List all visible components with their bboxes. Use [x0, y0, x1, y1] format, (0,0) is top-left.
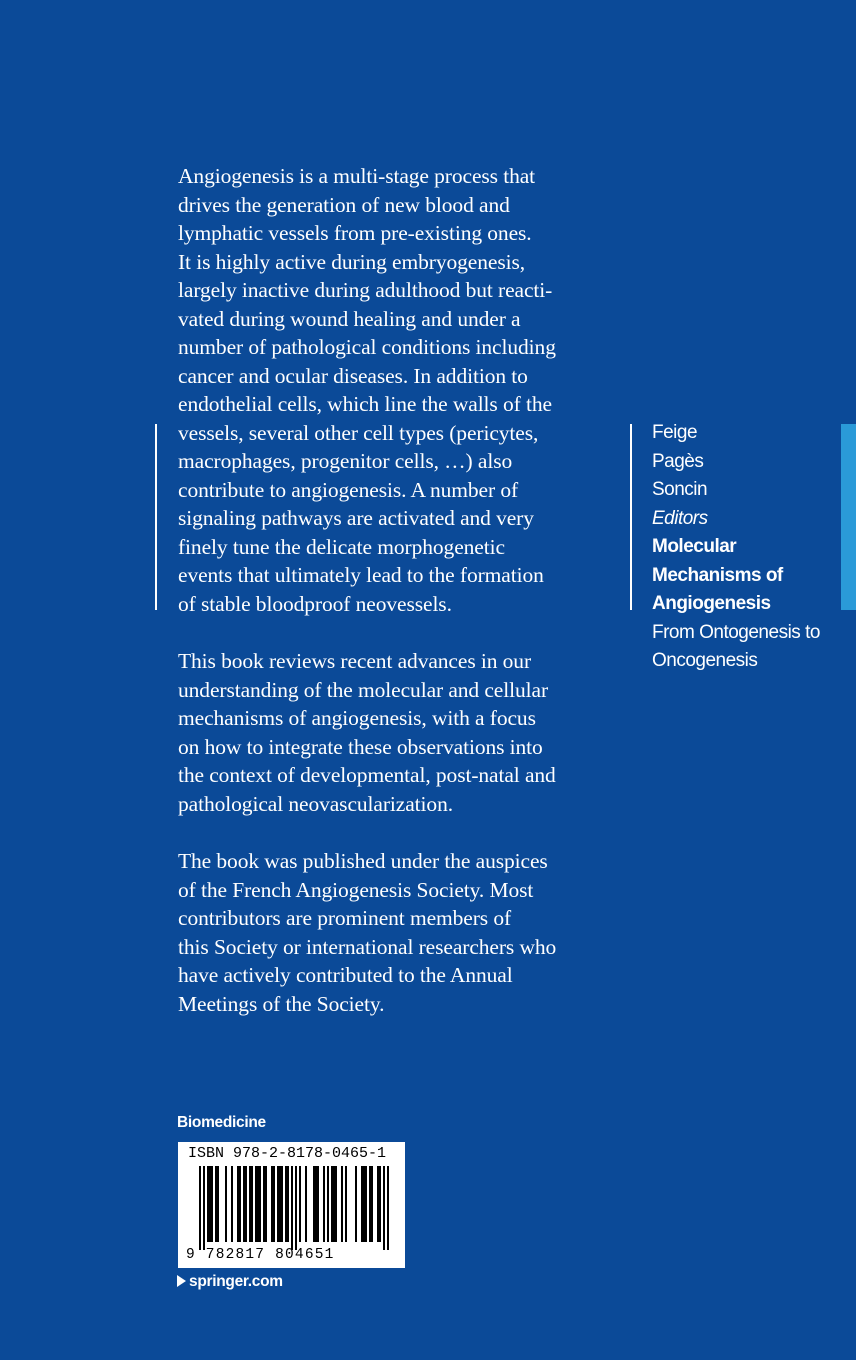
barcode-bar: [323, 1166, 325, 1242]
left-vertical-rule: [155, 424, 157, 610]
publisher-link[interactable]: [177, 1273, 283, 1291]
barcode-bar: [243, 1166, 245, 1242]
barcode-bar: [255, 1166, 257, 1242]
barcode-bar: [361, 1166, 363, 1242]
barcode-bar: [273, 1166, 275, 1242]
isbn-barcode: [178, 1142, 405, 1268]
barcode-bar: [225, 1166, 227, 1242]
barcode-bar: [285, 1166, 287, 1242]
barcode-bar: [327, 1166, 329, 1242]
book-subtitle-line: From Ontogenesis to: [652, 621, 820, 643]
barcode-bar: [257, 1166, 259, 1242]
barcode-bar: [317, 1166, 319, 1242]
barcode-bar: [387, 1166, 389, 1250]
barcode-bar: [371, 1166, 373, 1242]
barcode-bar: [335, 1166, 337, 1242]
barcode-bar: [363, 1166, 365, 1242]
barcode-bar: [251, 1166, 253, 1242]
barcode-bar: [215, 1166, 217, 1242]
book-title-line: Angiogenesis: [652, 593, 771, 614]
barcode-bar: [291, 1166, 293, 1250]
barcode-bar: [355, 1166, 357, 1242]
barcode-digits: 9 782817 804651: [186, 1247, 335, 1263]
barcode-bar: [259, 1166, 261, 1242]
barcode-bar: [377, 1166, 379, 1242]
barcode-bar: [279, 1166, 281, 1242]
barcode-bar: [341, 1166, 343, 1242]
barcode-bar: [203, 1166, 205, 1250]
editor-name: Pagès: [652, 450, 704, 472]
publisher-url: springer.com: [189, 1273, 283, 1290]
barcode-bar: [369, 1166, 371, 1242]
barcode-bar: [345, 1166, 347, 1242]
barcode-bar: [209, 1166, 211, 1242]
barcode-bar: [239, 1166, 241, 1242]
barcode-bar: [277, 1166, 279, 1242]
back-cover-blurb: [178, 162, 618, 1047]
barcode-bar: [383, 1166, 385, 1250]
blurb-paragraph-3: The book was published under the auspices of the French Angiogenesis Society. Most contributors are prominent members of this Society or international researchers who have actively contributed to the Annual Meetings of the Society.: [178, 849, 557, 1016]
book-info-block: [652, 419, 852, 676]
barcode-bar: [249, 1166, 251, 1242]
barcode-bar: [299, 1166, 301, 1242]
barcode-bar: [315, 1166, 317, 1242]
subject-category: Biomedicine: [177, 1114, 266, 1131]
right-vertical-rule: [630, 424, 632, 610]
barcode-bar: [295, 1166, 297, 1250]
barcode-bar: [287, 1166, 289, 1242]
barcode-bar: [231, 1166, 233, 1242]
barcode-bar: [313, 1166, 315, 1242]
barcode-bar: [217, 1166, 219, 1242]
barcode-bar: [199, 1166, 201, 1250]
barcode-bar: [271, 1166, 273, 1242]
barcode-bar: [245, 1166, 247, 1242]
editor-name: Soncin: [652, 479, 708, 500]
barcode-bar: [305, 1166, 307, 1242]
barcode-bar: [333, 1166, 335, 1242]
isbn-label: ISBN 978-2-8178-0465-1: [188, 1145, 387, 1162]
barcode-bar: [211, 1166, 213, 1242]
barcode-bar: [263, 1166, 265, 1242]
barcode-bar: [281, 1166, 283, 1242]
barcode-bar: [207, 1166, 209, 1242]
blurb-paragraph-2: This book reviews recent advances in our understanding of the molecular and cellular mechanisms of angiogenesis, with a focus on how to integrate these observations into the context of developmental, post-natal and pathological neovascularization.: [178, 649, 556, 816]
barcode-bar: [379, 1166, 381, 1242]
barcode-bar: [265, 1166, 267, 1242]
arrow-right-icon: [177, 1275, 186, 1287]
editors-label: Editors: [652, 507, 708, 529]
book-subtitle-line: Oncogenesis: [652, 650, 758, 671]
barcode-bar: [365, 1166, 367, 1242]
book-title-line: Molecular: [652, 536, 737, 557]
barcode-bar: [237, 1166, 239, 1242]
blurb-paragraph-1: Angiogenesis is a multi-stage process that drives the generation of new blood and lymphatic vessels from pre-existing ones. It is highly active during embryogenesis, largely inactive during adulthood but reacti- vated during wound healing and under a number of pathological conditions including cancer and ocular diseases. In addition to endothelial cells, which line the walls of the vessels, several other cell types (pericytes, macrophages, progenitor cells, …) also contribute to angiogenesis. A number of signaling pathways are activated and very finely tune the delicate morphogenetic events that ultimately lead to the formation of stable bloodproof neovessels.: [178, 164, 556, 616]
barcode-bar: [331, 1166, 333, 1242]
book-title-line: Mechanisms of: [652, 564, 783, 586]
editor-name: Feige: [652, 422, 698, 443]
